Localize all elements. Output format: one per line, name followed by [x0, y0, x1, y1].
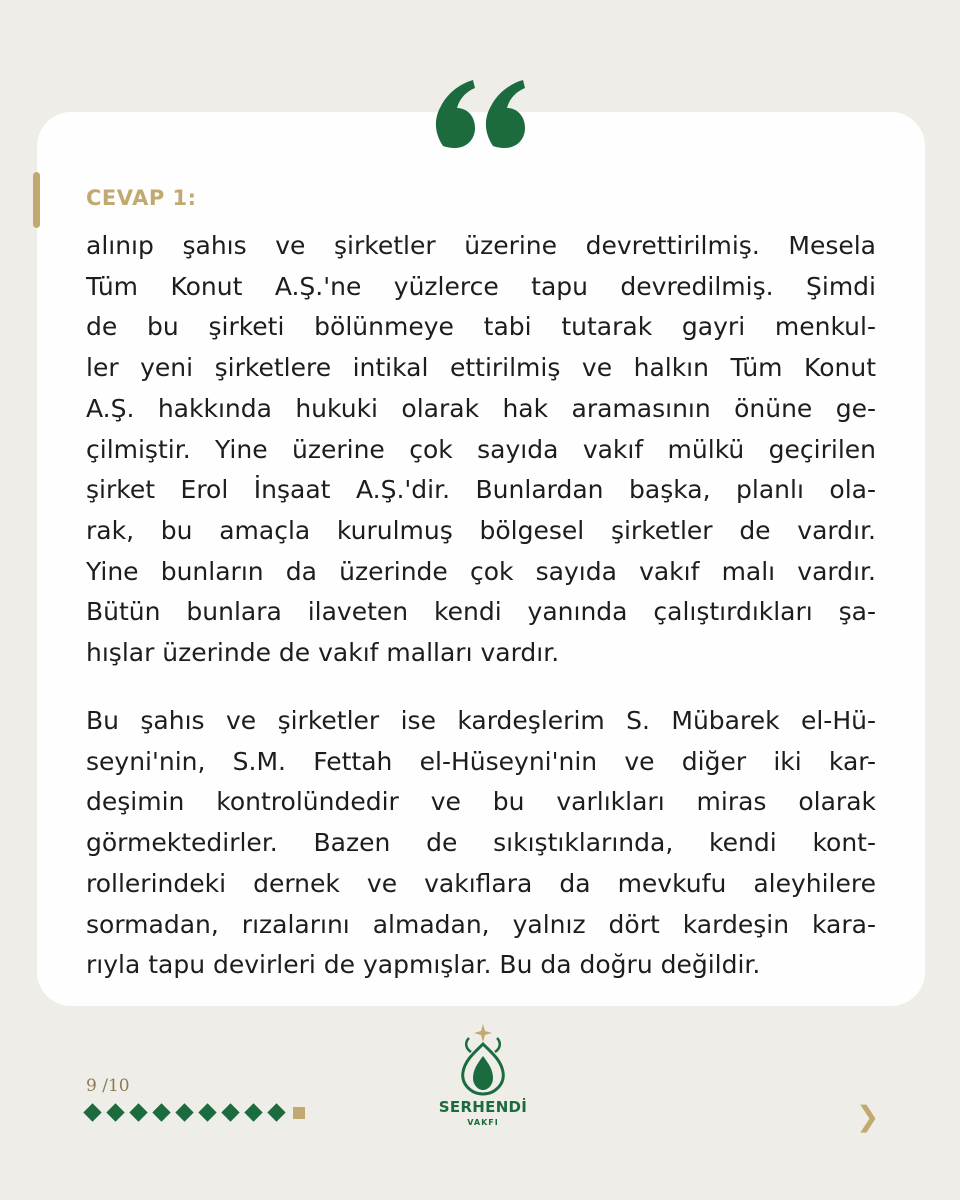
accent-bar	[33, 172, 40, 228]
text-line: alınıp şahıs ve şirketler üzerine devrettirilmiş. Mesela	[86, 231, 876, 260]
progress-diamond	[244, 1103, 262, 1121]
text-line: ler yeni şirketlere intikal ettirilmiş ve halkın Tüm Konut	[86, 353, 876, 383]
text-line: deşimin kontrolündedir ve bu varlıkları miras olarak	[86, 787, 876, 817]
text-line: seyni'nin, S.M. Fettah el-Hüseyni'nin ve diğer iki kar-	[86, 746, 876, 776]
text-line: şirket Erol İnşaat A.Ş.'dir. Bunlardan başka, planlı ola-	[86, 475, 876, 505]
paragraph-2	[86, 701, 876, 986]
progress-diamond	[152, 1103, 170, 1121]
text-line: A.Ş. hakkında hukuki olarak hak aramasının önüne ge-	[86, 393, 876, 423]
page-counter: 9 /10	[86, 1076, 130, 1096]
text-line: Bu şahıs ve şirketler ise kardeşlerim S. Mübarek el-Hü-	[86, 706, 876, 735]
progress-diamond	[129, 1103, 147, 1121]
text-line: rak, bu amaçla kurulmuş bölgesel şirketler de vardır.	[86, 515, 876, 545]
text-line: Yine bunların da üzerinde çok sayıda vakıf malı vardır.	[86, 556, 876, 586]
answer-heading: CEVAP 1:	[86, 186, 197, 210]
serhendi-logo	[435, 1022, 531, 1134]
progress-diamond	[106, 1103, 124, 1121]
logo-name: SERHENDİ	[438, 1098, 528, 1116]
text-line: Tüm Konut A.Ş.'ne yüzlerce tapu devredilmiş. Şimdi	[86, 271, 876, 301]
quote-mark-icon	[433, 76, 529, 156]
progress-diamond	[267, 1103, 285, 1121]
text-line: hışlar üzerinde de vakıf malları vardır.	[86, 638, 560, 668]
progress-diamond	[198, 1103, 216, 1121]
serhendi-logo-icon	[435, 1022, 531, 1098]
text-line: de bu şirketi bölünmeye tabi tutarak gayri menkul-	[86, 312, 876, 342]
text-line: rollerindeki dernek ve vakıflara da mevkufu aleyhilere	[86, 868, 876, 898]
logo-subtitle: VAKFI	[467, 1118, 499, 1127]
progress-square	[293, 1107, 305, 1119]
text-line: rıyla tapu devirleri de yapmışlar. Bu da doğru değildir.	[86, 950, 761, 980]
text-line: Bütün bunlara ilaveten kendi yanında çalıştırdıkları şa-	[86, 597, 876, 627]
paragraph-1	[86, 226, 876, 674]
page-progress-dots	[84, 1106, 307, 1119]
text-line: sormadan, rızalarını almadan, yalnız dört kardeşin kara-	[86, 909, 876, 939]
text-line: çilmiştir. Yine üzerine çok sayıda vakıf mülkü geçirilen	[86, 434, 876, 464]
progress-diamond	[221, 1103, 239, 1121]
chevron-right-icon[interactable]: ❯	[856, 1100, 880, 1133]
progress-diamond	[175, 1103, 193, 1121]
progress-diamond	[83, 1103, 101, 1121]
text-line: görmektedirler. Bazen de sıkıştıklarında, kendi kont-	[86, 828, 876, 858]
